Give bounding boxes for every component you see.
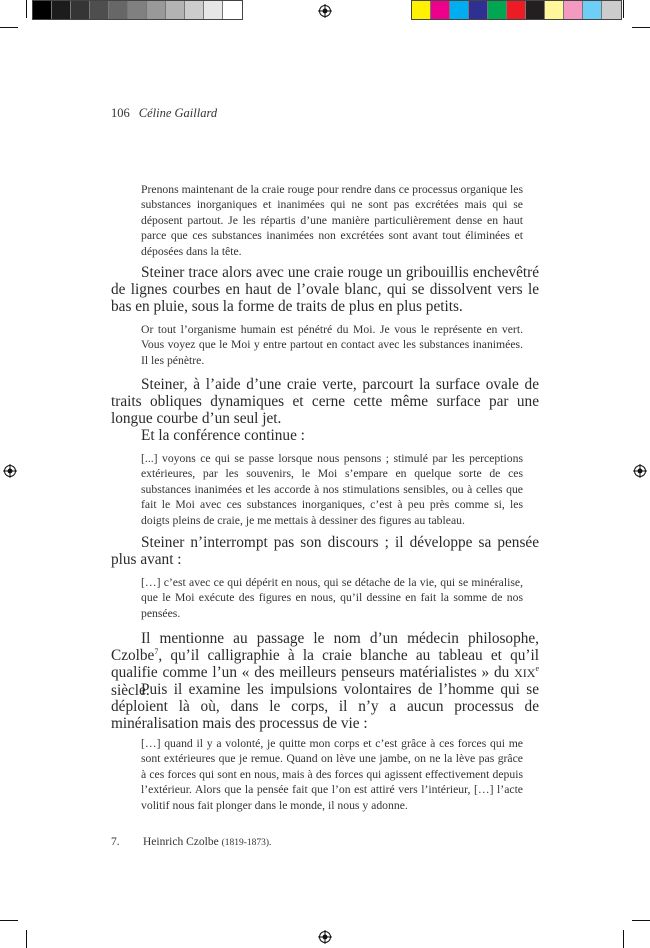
- gray-swatch-5: [109, 1, 128, 19]
- century-superscript: e: [535, 663, 539, 673]
- gray-swatch-9: [185, 1, 204, 19]
- crop-mark-bottom-right-horizontal: [632, 920, 650, 921]
- paragraph-text: Steiner trace alors avec une craie rouge un gribouillis enchevêtré de lignes courbes en haut de l’ovale blanc, qui se dissolvent vers le bas en pluie, sous la forme de traits de plus en plus petits.: [111, 264, 539, 315]
- color-swatch-2: [431, 1, 450, 19]
- footnote-dates: (1819-1873).: [221, 838, 272, 848]
- gray-swatch-10: [204, 1, 223, 19]
- paragraph-5-part-2: , qu’il calligraphie à la craie blanche au tableau et qu’il qualifie comme l’un « des meilleurs penseurs matérialistes » du: [111, 647, 539, 681]
- crop-mark-top-left-vertical: [26, 0, 27, 18]
- color-swatch-3: [450, 1, 469, 19]
- century-small-caps: XIX: [514, 666, 536, 680]
- registration-mark-top-icon: [318, 4, 332, 18]
- paragraph-text: Et la conférence continue :: [141, 427, 305, 444]
- crop-mark-bottom-left-horizontal: [0, 920, 18, 921]
- gray-swatch-2: [52, 1, 71, 19]
- block-quote-1: [111, 182, 539, 259]
- paragraph-text: Steiner n’interrompt pas son discours ; il développe sa pensée plus avant :: [111, 534, 539, 568]
- gray-swatch-11: [223, 1, 242, 19]
- quote-text: Or tout l’organisme humain est pénétré du Moi. Je vous le représente en vert. Vous voyez que le Moi y entre partout en contact avec les substances inanimées. Il les pénètre.: [141, 323, 523, 367]
- paragraph-5-part-3: siècle.: [111, 682, 150, 699]
- color-swatch-11: [602, 1, 621, 19]
- registration-mark-bottom-icon: [318, 930, 332, 944]
- gray-swatch-8: [166, 1, 185, 19]
- crop-mark-top-right-horizontal: [632, 27, 650, 28]
- running-head: [111, 106, 217, 121]
- paragraph-2: [111, 376, 539, 427]
- crop-mark-top-right-vertical: [623, 0, 624, 18]
- crop-mark-bottom-left-vertical: [26, 930, 27, 948]
- color-swatch-10: [583, 1, 602, 19]
- paragraph-5-part-1: Il mentionne au passage le nom d’un médecin philosophe, Czolbe: [111, 630, 539, 664]
- quote-text: […] c’est avec ce qui dépérit en nous, qui se détache de la vie, qui se minéralise, que le Moi exécute des figures en nous, qu’il dessine en fait la somme de nos pensées.: [141, 576, 523, 620]
- footnote: [111, 836, 271, 848]
- registration-mark-right-icon: [633, 464, 647, 478]
- paragraph-1: [111, 264, 539, 315]
- footnote-name: Heinrich Czolbe: [143, 836, 219, 848]
- color-swatch-7: [526, 1, 545, 19]
- running-head-author: Céline Gaillard: [138, 106, 218, 120]
- color-calibration-strip: [411, 0, 622, 20]
- color-swatch-6: [507, 1, 526, 19]
- paragraph-text: Puis il examine les impulsions volontaires de l’homme qui se déploient là où, dans le corps, il n’y a aucun processus de minéralisation mais des processus de vie :: [111, 681, 539, 732]
- block-quote-3: [111, 451, 539, 528]
- block-quote-5: [111, 736, 539, 813]
- footnote-number: 7.: [111, 836, 120, 848]
- quote-text: […] quand il y a volonté, je quitte mon corps et c’est grâce à ces forces qui me sont extérieures que je remue. Quand on lève une jambe, on ne la lève pas grâce à ces forces qui sont en nous, mais à des forces qui agissent effectivement depuis l’extérieur. Alors que la pensée fait que l’on est attiré vers l’intérieur, […] l’acte volitif nous fait plonger dans le monde, il nous y adonne.: [141, 737, 523, 812]
- crop-mark-top-left-horizontal: [0, 27, 18, 28]
- color-swatch-5: [488, 1, 507, 19]
- color-swatch-1: [412, 1, 431, 19]
- quote-text: [...] voyons ce qui se passe lorsque nous pensons ; stimulé par les perceptions extérieures, par les souvenirs, le Moi s’empare en quelque sorte de ces substances inanimées et les accorde à nos stimulations sensibles, ou à celles que fait le Moi avec ces substances inorganiques, c’est à peu près comme si, les doigts pleins de craie, je me mettais à dessiner des figures au tableau.: [141, 452, 523, 527]
- block-quote-2: [111, 322, 539, 368]
- gray-swatch-1: [33, 1, 52, 19]
- paragraph-3: [111, 427, 539, 444]
- color-swatch-4: [469, 1, 488, 19]
- gray-swatch-6: [128, 1, 147, 19]
- block-quote-4: [111, 575, 539, 621]
- page-number: 106: [111, 106, 130, 120]
- paragraph-6: [111, 681, 539, 732]
- paragraph-4: [111, 534, 539, 568]
- gray-swatch-3: [71, 1, 90, 19]
- footnote-reference: 7: [154, 646, 159, 656]
- paragraph-text: Steiner, à l’aide d’une craie verte, parcourt la surface ovale de traits obliques dynamiques et cerne cette même surface par une longue courbe d’un seul jet.: [111, 376, 539, 427]
- quote-text: Prenons maintenant de la craie rouge pour rendre dans ce processus organique les substances inorganiques et inanimées qui ne sont pas excrétées mais qui se déposent partout. Je les répartis d’une manière particulièrement dense en haut parce que ces substances inanimées non excrétées sont avant tout éliminées et déposées dans la tête.: [141, 183, 523, 258]
- registration-mark-left-icon: [3, 464, 17, 478]
- color-swatch-8: [545, 1, 564, 19]
- color-swatch-9: [564, 1, 583, 19]
- gray-swatch-4: [90, 1, 109, 19]
- crop-mark-bottom-right-vertical: [623, 930, 624, 948]
- grayscale-calibration-strip: [32, 0, 243, 20]
- gray-swatch-7: [147, 1, 166, 19]
